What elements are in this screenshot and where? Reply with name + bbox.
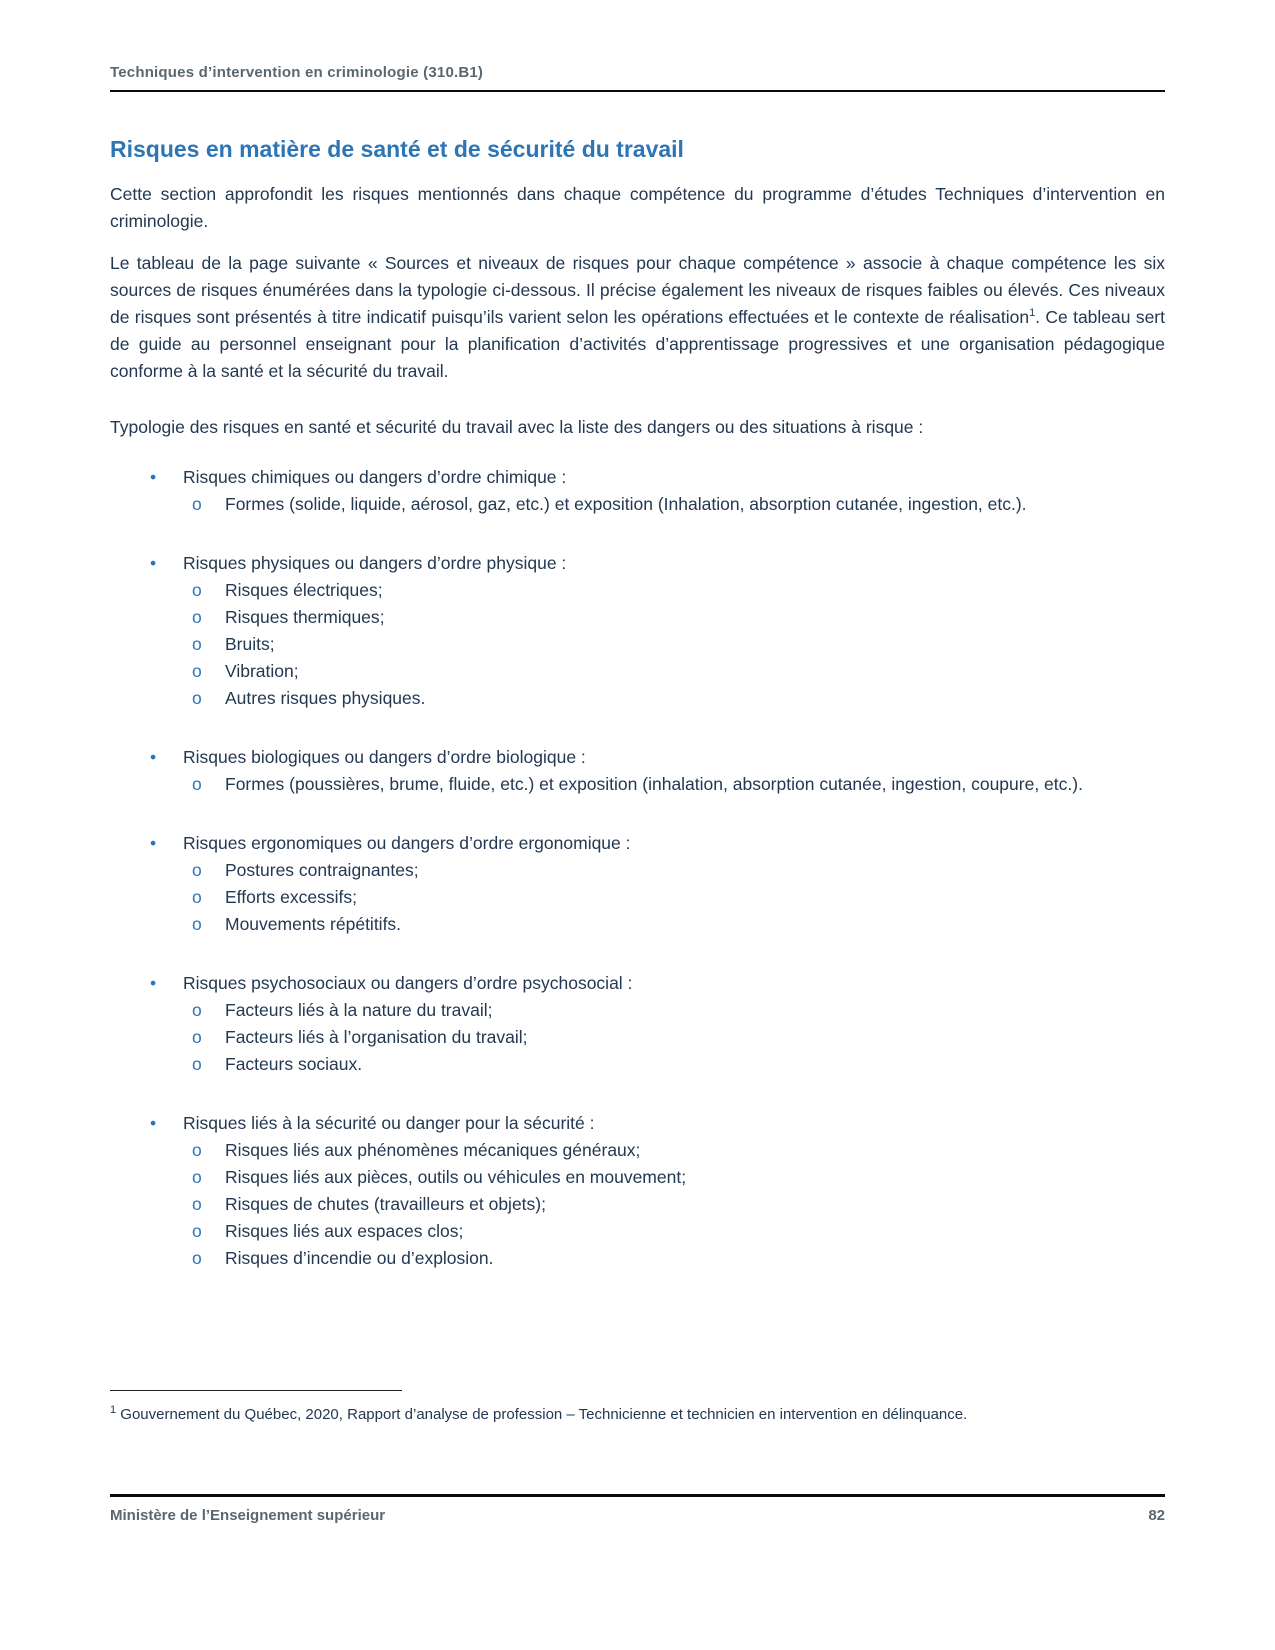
circle-bullet-icon: o <box>192 688 202 708</box>
risk-group-ergonomiques <box>110 830 1165 938</box>
circle-bullet-icon: o <box>192 580 202 600</box>
table-paragraph-text-end: . Ce tableau sert de guide au personnel enseignant pour la planification d’activités d’apprentissage progressives et une organisation pédagogique conforme à la santé et la sécurité du travail. <box>110 307 1166 381</box>
risk-group-securite <box>110 1110 1165 1272</box>
risk-group-psychosociaux <box>110 970 1165 1078</box>
list-item <box>110 464 1165 491</box>
bullet-icon: • <box>150 973 157 993</box>
list-subitem <box>110 771 1165 798</box>
risk-item-text: Formes (poussières, brume, fluide, etc.) et exposition (inhalation, absorption cutanée, ingestion, coupure, etc.). <box>225 774 1083 794</box>
risk-item-text: Facteurs liés à la nature du travail; <box>225 1000 493 1020</box>
list-item <box>110 1110 1165 1137</box>
bullet-icon: • <box>150 833 157 853</box>
page-content <box>110 64 1165 1272</box>
circle-bullet-icon: o <box>192 1248 202 1268</box>
risk-item-text: Risques d’incendie ou d’explosion. <box>225 1248 494 1268</box>
list-item <box>110 550 1165 577</box>
circle-bullet-icon: o <box>192 1140 202 1160</box>
risk-category-label: Risques psychosociaux ou dangers d’ordre psychosocial : <box>183 973 633 993</box>
page-number: 82 <box>1148 1507 1165 1524</box>
list-subitem <box>110 631 1165 658</box>
circle-bullet-icon: o <box>192 1194 202 1214</box>
list-subitem <box>110 604 1165 631</box>
table-paragraph <box>110 250 1165 385</box>
bullet-icon: • <box>150 1113 157 1133</box>
circle-bullet-icon: o <box>192 887 202 907</box>
risk-item-text: Formes (solide, liquide, aérosol, gaz, etc.) et exposition (Inhalation, absorption cutanée, ingestion, etc.). <box>225 494 1027 514</box>
list-subitem <box>110 685 1165 712</box>
circle-bullet-icon: o <box>192 1027 202 1047</box>
list-item <box>110 970 1165 997</box>
running-header <box>110 64 1165 90</box>
list-item <box>110 830 1165 857</box>
page-footer <box>110 1494 1165 1524</box>
risk-item-text: Risques électriques; <box>225 580 383 600</box>
circle-bullet-icon: o <box>192 494 202 514</box>
bullet-icon: • <box>150 467 157 487</box>
circle-bullet-icon: o <box>192 661 202 681</box>
risk-item-text: Vibration; <box>225 661 299 681</box>
list-subitem <box>110 997 1165 1024</box>
list-subitem <box>110 911 1165 938</box>
list-subitem <box>110 1245 1165 1272</box>
list-subitem <box>110 884 1165 911</box>
circle-bullet-icon: o <box>192 634 202 654</box>
list-subitem <box>110 857 1165 884</box>
header-rule <box>110 90 1165 92</box>
risk-category-label: Risques physiques ou dangers d’ordre physique : <box>183 553 567 573</box>
risk-item-text: Mouvements répétitifs. <box>225 914 402 934</box>
typology-intro: Typologie des risques en santé et sécurité du travail avec la liste des dangers ou des situations à risque : <box>110 417 924 437</box>
footer-ministry: Ministère de l’Enseignement supérieur <box>110 1507 386 1524</box>
circle-bullet-icon: o <box>192 860 202 880</box>
section-title: Risques en matière de santé et de sécurité du travail <box>110 136 684 162</box>
risk-item-text: Risques liés aux espaces clos; <box>225 1221 464 1241</box>
risk-item-text: Facteurs sociaux. <box>225 1054 363 1074</box>
list-subitem <box>110 491 1165 518</box>
bullet-icon: • <box>150 553 157 573</box>
list-subitem <box>110 1137 1165 1164</box>
circle-bullet-icon: o <box>192 1000 202 1020</box>
circle-bullet-icon: o <box>192 1221 202 1241</box>
risk-category-label: Risques liés à la sécurité ou danger pour la sécurité : <box>183 1113 595 1133</box>
list-subitem <box>110 1218 1165 1245</box>
footnote-ref: 1 <box>110 1404 117 1416</box>
risk-category-label: Risques biologiques ou dangers d’ordre biologique : <box>183 747 586 767</box>
risk-item-text: Autres risques physiques. <box>225 688 426 708</box>
footnote-area <box>110 1390 1165 1427</box>
risk-item-text: Risques de chutes (travailleurs et objets); <box>225 1194 546 1214</box>
circle-bullet-icon: o <box>192 1167 202 1187</box>
circle-bullet-icon: o <box>192 607 202 627</box>
risk-item-text: Bruits; <box>225 634 275 654</box>
list-subitem <box>110 1024 1165 1051</box>
course-code-title: Techniques d’intervention en criminologie (310.B1) <box>110 64 484 81</box>
risk-category-label: Risques chimiques ou dangers d’ordre chimique : <box>183 467 567 487</box>
risk-item-text: Risques liés aux phénomènes mécaniques généraux; <box>225 1140 641 1160</box>
list-subitem <box>110 658 1165 685</box>
list-subitem <box>110 577 1165 604</box>
circle-bullet-icon: o <box>192 1054 202 1074</box>
footnote-ref-marker: 1 <box>1029 307 1036 320</box>
intro-paragraph: Cette section approfondit les risques mentionnés dans chaque compétence du programme d’études Techniques d’intervention en criminologie. <box>110 184 1165 231</box>
risk-list <box>110 464 1165 1272</box>
table-paragraph-text: Le tableau de la page suivante « Sources et niveaux de risques pour chaque compétence » associe à chaque compétence les six sources de risques énumérées dans la typologie ci-dessous. Il précise également les niveaux de risques faibles ou élevés. Ces niveaux de risques sont présentés à titre indicatif puisqu’ils varient selon les opérations effectuées et le contexte de réalisation <box>110 253 1165 327</box>
risk-item-text: Risques liés aux pièces, outils ou véhicules en mouvement; <box>225 1167 687 1187</box>
footnote-body: Gouvernement du Québec, 2020, Rapport d’analyse de profession – Technicienne et technicien en intervention en délinquance. <box>120 1406 968 1423</box>
risk-item-text: Risques thermiques; <box>225 607 385 627</box>
risk-group-physiques <box>110 550 1165 712</box>
risk-group-chimiques <box>110 464 1165 518</box>
risk-group-biologiques <box>110 744 1165 798</box>
bullet-icon: • <box>150 747 157 767</box>
footnote-divider <box>110 1390 402 1391</box>
risk-item-text: Efforts excessifs; <box>225 887 357 907</box>
risk-item-text: Postures contraignantes; <box>225 860 419 880</box>
risk-item-text: Facteurs liés à l’organisation du travail; <box>225 1027 528 1047</box>
list-subitem <box>110 1191 1165 1218</box>
list-subitem <box>110 1164 1165 1191</box>
circle-bullet-icon: o <box>192 914 202 934</box>
risk-category-label: Risques ergonomiques ou dangers d’ordre ergonomique : <box>183 833 631 853</box>
list-subitem <box>110 1051 1165 1078</box>
list-item <box>110 744 1165 771</box>
footnote-text <box>110 1402 1165 1427</box>
circle-bullet-icon: o <box>192 774 202 794</box>
